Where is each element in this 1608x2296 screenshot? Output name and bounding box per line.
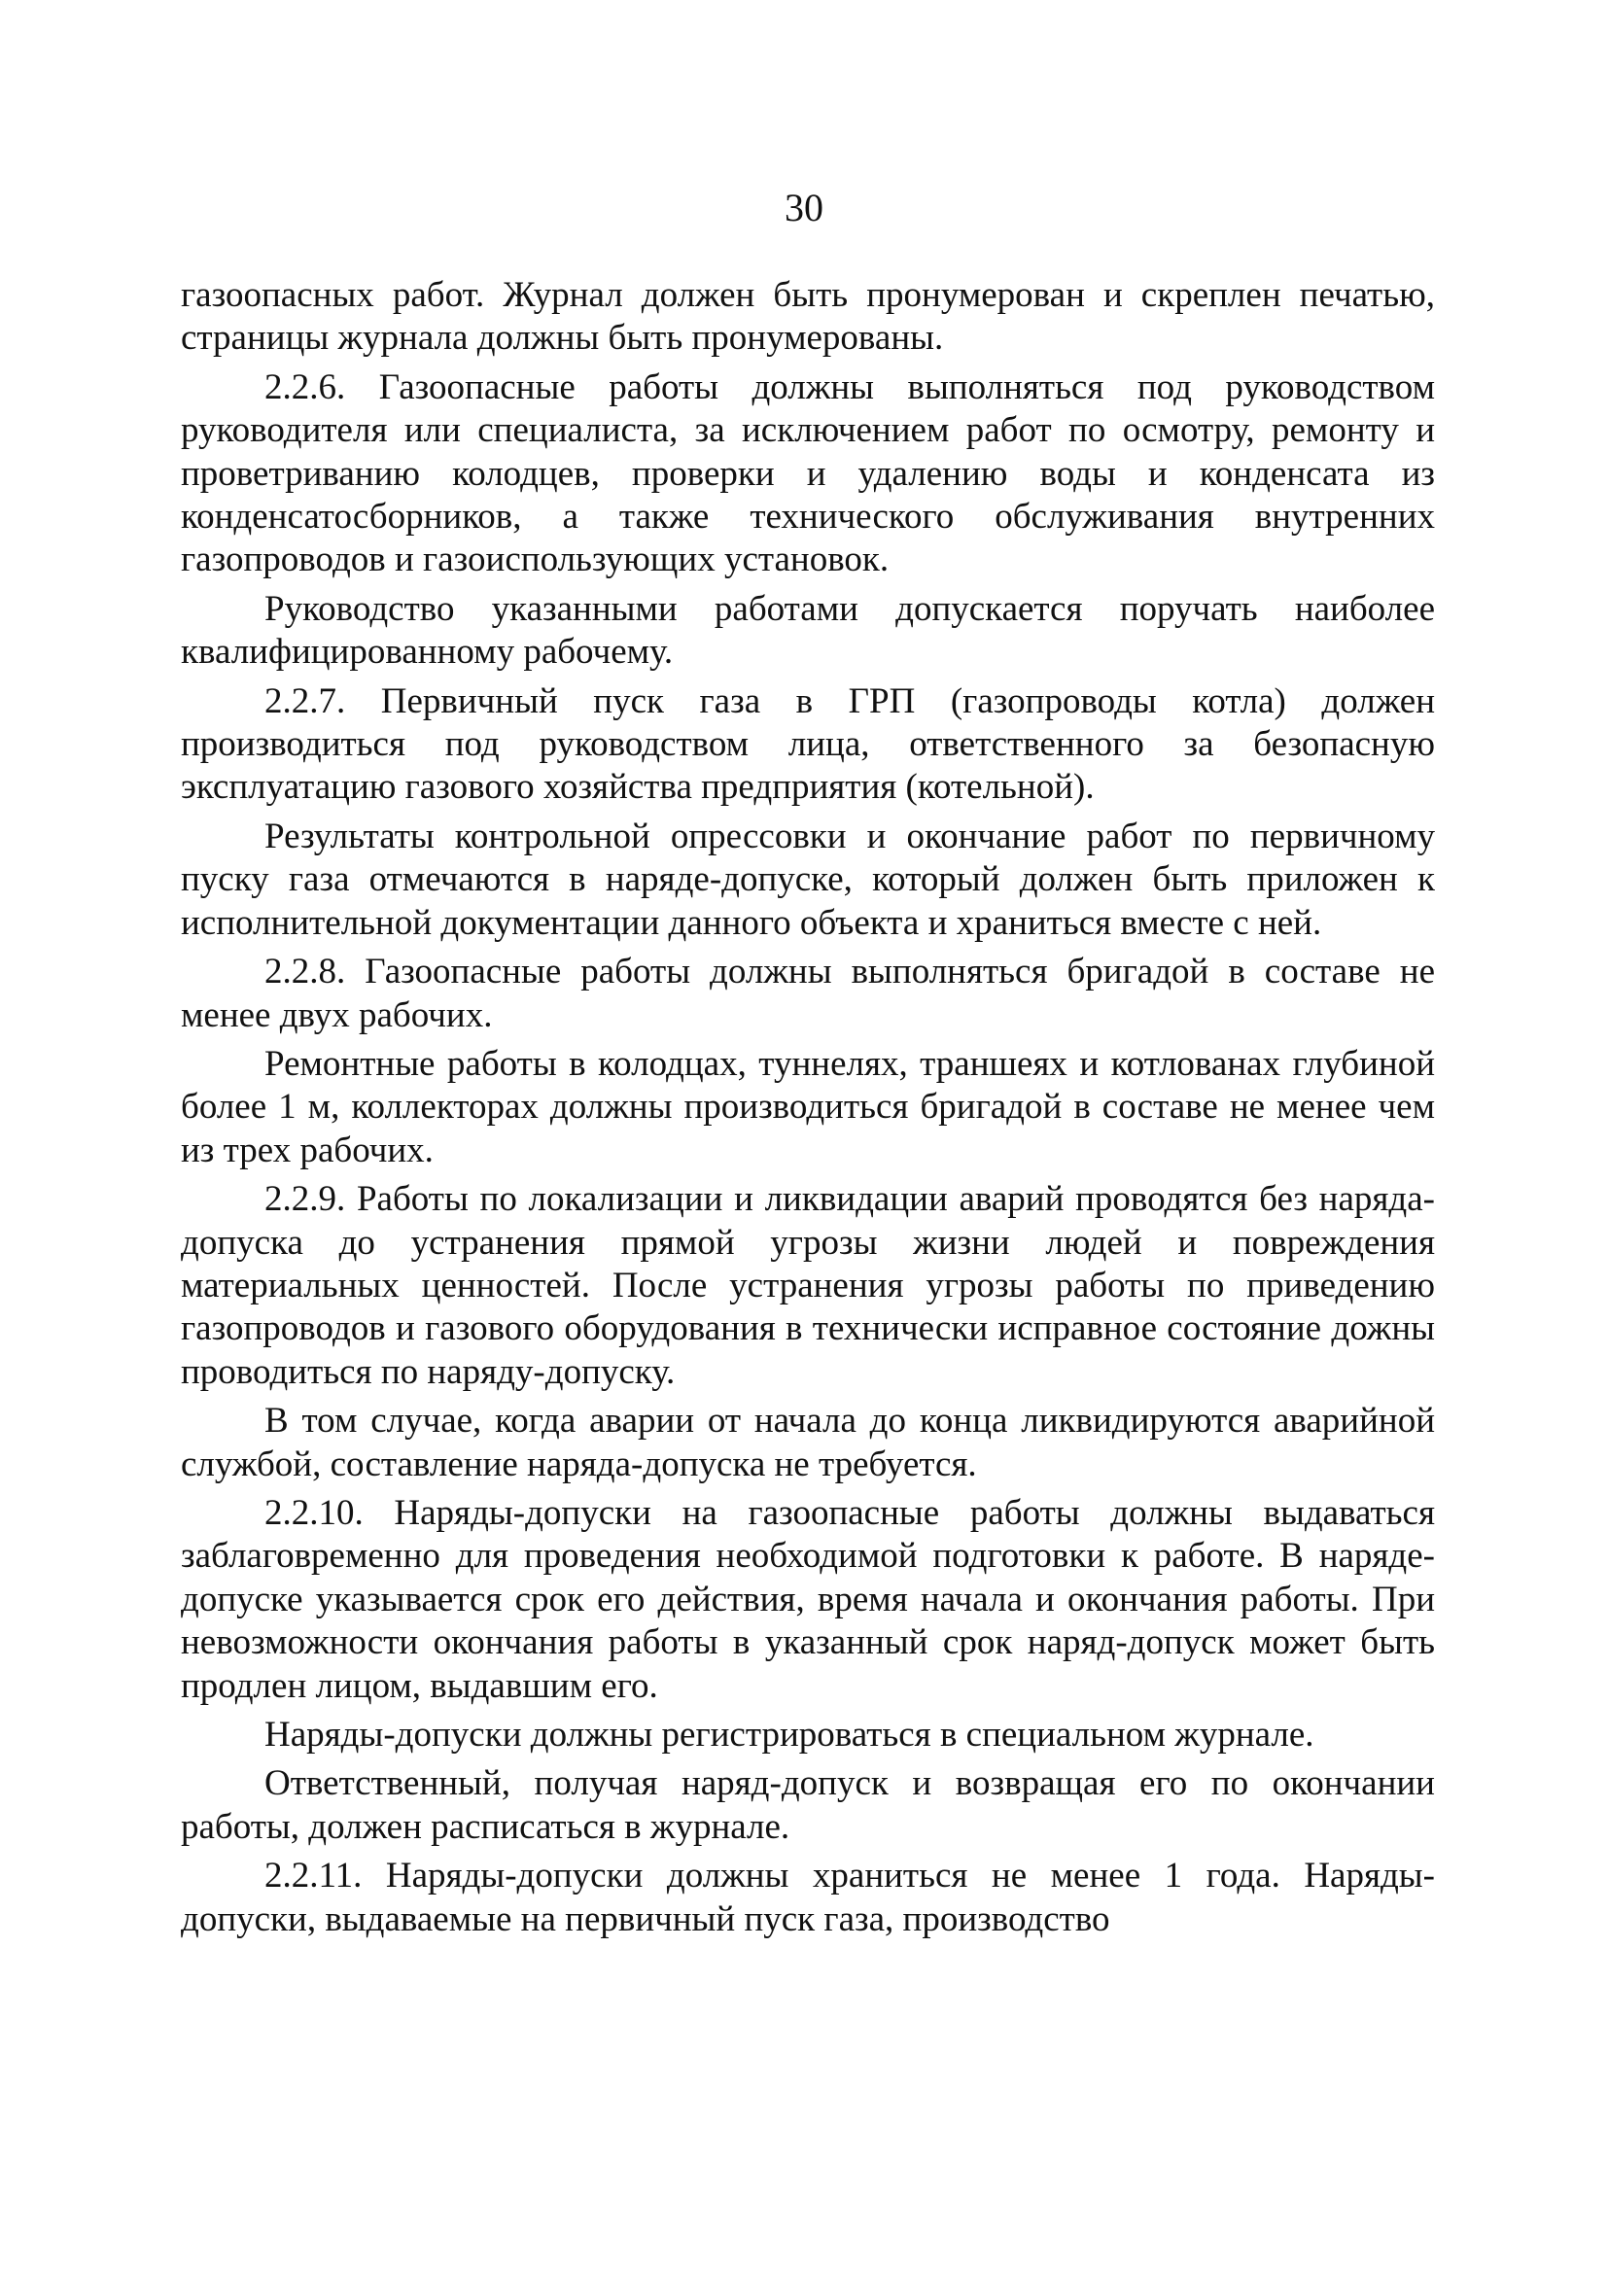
paragraph-2-2-6: 2.2.6. Газоопасные работы должны выполняться под руководством руководителя или специалиста, за исключением работ по осмотру, ремонту и проветриванию колодцев, проверки и удалению воды и конденсата из конденсатосборников, а также технического обслуживания внутренних газопроводов и газоиспользующих установок. [181, 366, 1435, 580]
paragraph-2-2-10: 2.2.10. Наряды-допуски на газоопасные работы должны выдаваться заблаговременно для проведения необходимой подготовки к работе. В наряде-допуске указывается срок его действия, время начала и окончания работы. При невозможности окончания работы в указанный срок наряд-допуск может быть продлен лицом, выдавшим его. [181, 1492, 1435, 1706]
paragraph-2-2-9: 2.2.9. Работы по локализации и ликвидации аварий проводятся без наряда-допуска до устранения прямой угрозы жизни людей и повреждения материальных ценностей. После устранения угрозы работы по приведению газопроводов и газового оборудования в технически исправное состояние дожны проводиться по наряду-допуску. [181, 1179, 1435, 1392]
paragraph-2-2-7-results: Результаты контрольной опрессовки и окончание работ по первичному пуску газа отмечаются в наряде-допуске, который должен быть приложен к исполнительной документации данного объекта и храниться вместе с ней. [181, 816, 1435, 943]
document-body [181, 274, 1435, 1947]
page-number: 30 [785, 186, 823, 229]
paragraph-continuation: газоопасных работ. Журнал должен быть пронумерован и скреплен печатью, страницы журнала должны быть пронумерованы. [181, 275, 1435, 359]
paragraph-2-2-6-note: Руководство указанными работами допускается поручать наиболее квалифицированному рабочему. [181, 588, 1435, 673]
paragraph-2-2-8: 2.2.8. Газоопасные работы должны выполняться бригадой в составе не менее двух рабочих. [181, 952, 1435, 1035]
paragraph-2-2-10-signature: Ответственный, получая наряд-допуск и возвращая его по окончании работы, должен расписаться в журнале. [181, 1763, 1435, 1847]
paragraph-2-2-7: 2.2.7. Первичный пуск газа в ГРП (газопроводы котла) должен производиться под руководством лица, ответственного за безопасную эксплуатацию газового хозяйства предприятия (котельной). [181, 680, 1435, 808]
paragraph-2-2-9-emergency: В том случае, когда аварии от начала до конца ликвидируются аварийной службой, составление наряда-допуска не требуется. [181, 1401, 1435, 1484]
paragraph-2-2-11: 2.2.11. Наряды-допуски должны храниться не менее 1 года. Наряды-допуски, выдаваемые на первичный пуск газа, производство [181, 1856, 1435, 1939]
paragraph-2-2-8-repair: Ремонтные работы в колодцах, туннелях, траншеях и котлованах глубиной более 1 м, коллекторах должны производиться бригадой в составе не менее чем из трех рабочих. [181, 1043, 1435, 1170]
paragraph-2-2-10-registration: Наряды-допуски должны регистрироваться в специальном журнале. [264, 1715, 1314, 1755]
